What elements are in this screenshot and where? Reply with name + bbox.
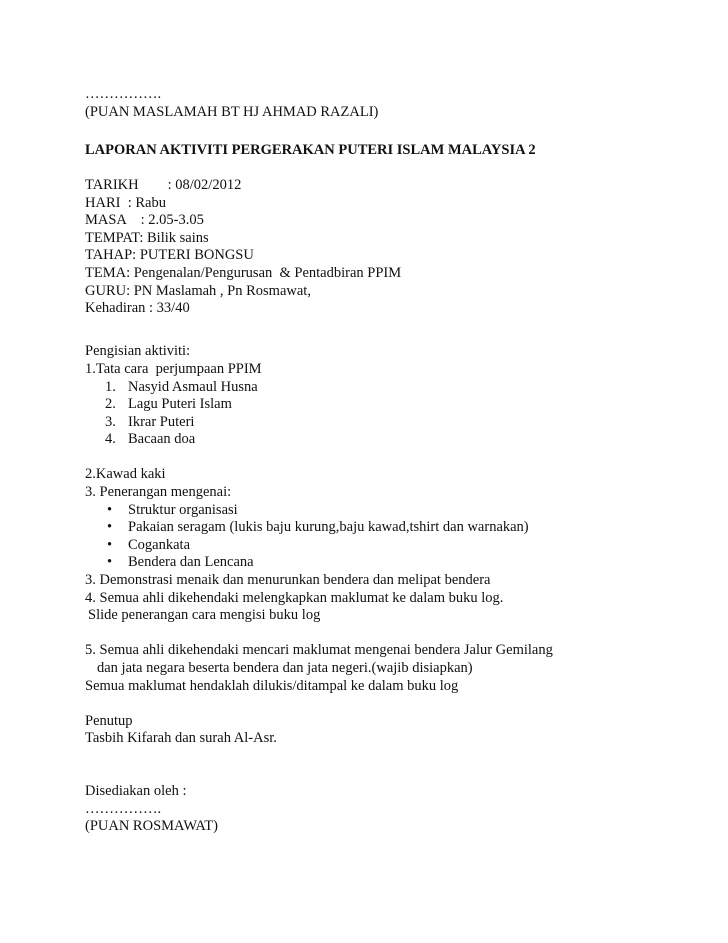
activity-item-5b: dan jata negara beserta bendera dan jata negeri.(wajib disiapkan) [97,660,473,676]
footer-signature-dots: ……………. [85,800,162,817]
detail-tempat: TEMPAT: Bilik sains [85,229,209,246]
detail-tahap: TAHAP: PUTERI BONGSU [85,247,254,264]
activity-item-3: 3. Penerangan mengenai: [85,484,232,501]
detail-masa: MASA : 2.05-3.05 [85,212,204,229]
list-item: 3. Ikrar Puteri [105,413,195,430]
signature-dots: ……………. [85,86,162,102]
bullet-sublist [85,502,685,572]
bullet-icon: • [107,536,113,553]
activity-item-4b: Slide penerangan cara mengisi buku log [88,607,321,624]
activity-item-1: 1.Tata cara perjumpaan PPIM [85,360,262,377]
activity-item-5: 5. Semua ahli dikehendaki mencari maklumat mengenai bendera Jalur Gemilang [85,642,553,659]
list-item: • Bendera dan Lencana [107,554,254,571]
bullet-icon: • [107,554,113,571]
detail-kehadiran: Kehadiran : 33/40 [85,300,190,317]
list-item: • Pakaian seragam (lukis baju kurung,baju kawad,tshirt dan warnakan) [107,519,529,536]
list-item: • Struktur organisasi [107,501,238,518]
closing-heading: Penutup [85,712,133,729]
list-item: 4. Bacaan doa [105,431,196,448]
detail-guru: GURU: PN Maslamah , Pn Rosmawat, [85,282,311,299]
prepared-by-label: Disediakan oleh : [85,783,187,800]
activities-heading: Pengisian aktiviti: [85,343,191,360]
list-item: 2. Lagu Puteri Islam [105,396,232,413]
bullet-icon: • [107,501,113,518]
closing-text: Tasbih Kifarah dan surah Al-Asr. [85,730,277,747]
bullet-icon: • [107,519,113,536]
signatory-name: (PUAN MASLAMAH BT HJ AHMAD RAZALI) [85,103,379,120]
numbered-sublist [85,379,685,449]
footer-name: (PUAN ROSMAWAT) [85,818,218,835]
detail-tema: TEMA: Pengenalan/Pengurusan & Pentadbiran PPIM [85,264,402,281]
document-page [85,86,685,836]
activity-item-5c: Semua maklumat hendaklah dilukis/ditampal ke dalam buku log [85,677,459,694]
list-item: • Cogankata [107,536,191,553]
detail-tarikh: TARIKH : 08/02/2012 [85,176,242,193]
list-item: 1. Nasyid Asmaul Husna [105,378,258,395]
detail-hari: HARI : Rabu [85,194,166,211]
report-title: LAPORAN AKTIVITI PERGERAKAN PUTERI ISLAM MALAYSIA 2 [85,141,536,158]
activity-item-3b: 3. Demonstrasi menaik dan menurunkan bendera dan melipat bendera [85,572,491,589]
activity-item-2: 2.Kawad kaki [85,466,166,483]
activity-item-4: 4. Semua ahli dikehendaki melengkapkan maklumat ke dalam buku log. [85,589,504,606]
